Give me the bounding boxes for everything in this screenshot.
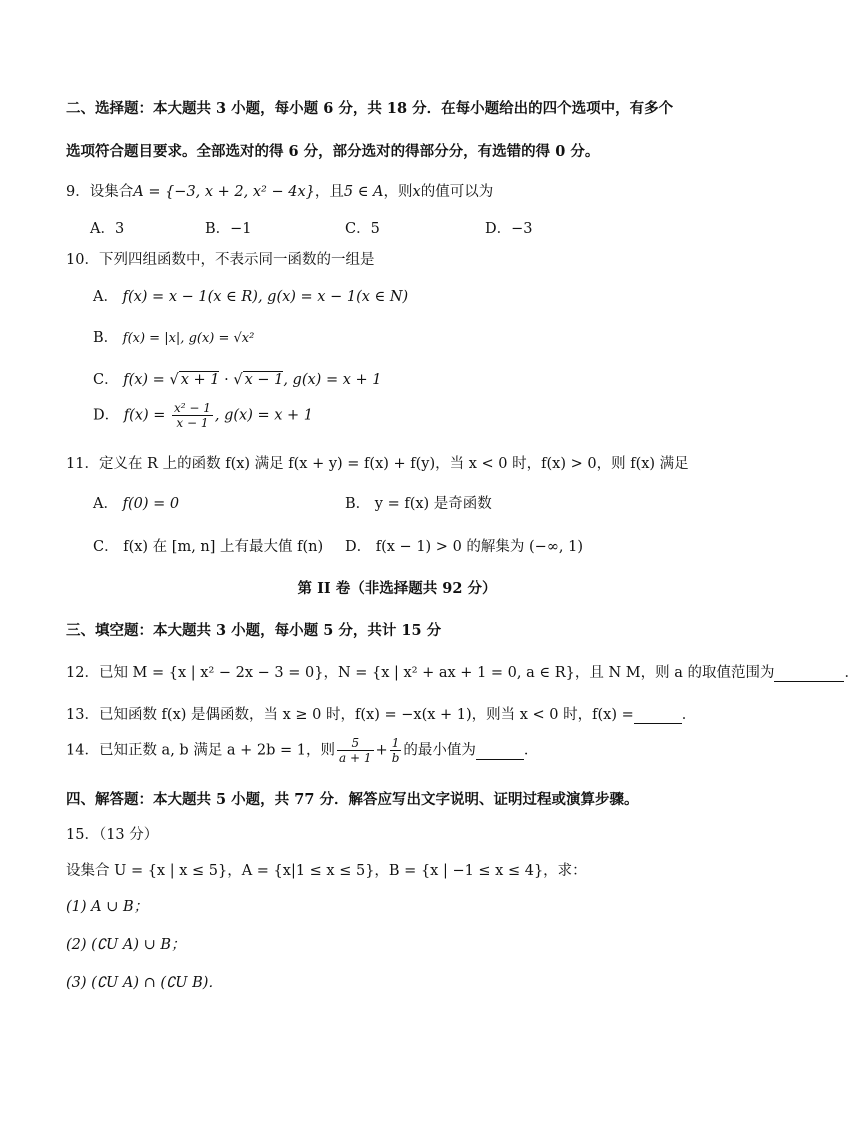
question-13: [66, 703, 696, 724]
q10-option-d: [93, 401, 313, 430]
option-label: A．: [90, 221, 115, 237]
q13-end: ．: [681, 707, 697, 723]
fraction: [172, 401, 213, 430]
section-3-title: 三、填空题：本大题共 3 小题，每小题 5 分，共计 15 分: [66, 622, 442, 639]
q11-option-d: [345, 535, 583, 556]
answer-blank[interactable]: [476, 743, 524, 760]
option-label: D．: [485, 221, 512, 237]
option-value: −1: [230, 221, 252, 237]
q15-part-1: (1) A ∪ B；: [66, 899, 149, 915]
q11-number: 11．: [66, 456, 99, 472]
option-value: f(x − 1) > 0 的解集为 (−∞, 1): [375, 539, 583, 555]
q12-number: 12．: [66, 665, 99, 681]
option-label: A．: [93, 496, 118, 512]
q11-option-b: [345, 492, 492, 513]
option-label: C．: [93, 372, 119, 388]
q15-part-2: (2) (∁U A) ∪ B；: [66, 937, 186, 953]
option-label: B．: [345, 496, 371, 512]
q9-text-a: 设集合: [89, 184, 134, 200]
radicand-2: x − 1: [244, 372, 284, 388]
q12-end: ．: [844, 665, 859, 681]
dot: ·: [219, 372, 234, 388]
fraction-denominator: a + 1: [339, 751, 372, 765]
question-9: [66, 180, 493, 201]
q9-condition: 5 ∈ A: [343, 184, 384, 200]
question-14: [66, 736, 538, 765]
option-label: B．: [205, 221, 231, 237]
fraction-numerator: 5: [337, 736, 373, 751]
option-value: −3: [511, 221, 533, 237]
option-value: 5: [370, 221, 380, 237]
q11-option-a: [93, 492, 179, 513]
option-value: 3: [114, 221, 125, 237]
option-label: A．: [93, 289, 118, 305]
plus-sign: +: [375, 742, 388, 759]
section-4-title: 四、解答题：本大题共 5 小题，共 77 分．解答应写出文字说明、证明过程或演算步骤。: [66, 791, 639, 808]
part-2-title: 第 II 卷（非选择题共 92 分）: [297, 580, 497, 597]
option-label: D．: [93, 407, 120, 424]
q9-option-b: [205, 217, 252, 238]
question-10: [66, 248, 374, 269]
q10-number: 10．: [66, 252, 99, 268]
q11-text: 定义在 R 上的函数 f(x) 满足 f(x + y) = f(x) + f(y)，当 x < 0 时，f(x) > 0，则 f(x) 满足: [98, 456, 689, 472]
q15-part-3: (3) (∁U A) ∩ (∁U B)．: [66, 975, 223, 991]
question-15-statement: 设集合 U = {x | x ≤ 5}，A = {x|1 ≤ x ≤ 5}，B = {x | −1 ≤ x ≤ 4}，求：: [66, 863, 587, 879]
option-post: , g(x) = x + 1: [283, 372, 382, 388]
q10-option-b: [93, 326, 254, 347]
option-value: y = f(x) 是奇函数: [374, 496, 492, 512]
q14-text-a: 已知正数 a, b 满足 a + 2b = 1，则: [98, 742, 336, 759]
option-label: C．: [345, 221, 371, 237]
q9-text-d: 的值可以为: [420, 184, 494, 200]
answer-blank[interactable]: [634, 707, 682, 724]
q13-text: 已知函数 f(x) 是偶函数，当 x ≥ 0 时，f(x) = −x(x + 1)，则当 x < 0 时，f(x) =: [98, 707, 634, 723]
sqrt-icon: √: [169, 372, 179, 388]
q11-option-c: [93, 535, 323, 556]
sqrt-icon: √: [233, 372, 243, 388]
q9-text-b: ，且: [314, 184, 344, 200]
q10-option-a: [93, 285, 408, 306]
radicand-1: x + 1: [180, 372, 220, 388]
fraction-denominator: b: [391, 751, 400, 765]
fraction-numerator: x² − 1: [173, 401, 211, 415]
q12-text: 已知 M = {x | x² − 2x − 3 = 0}，N = {x | x² + ax + 1 = 0, a ∈ R}，且 N M，则 a 的取值范围为: [98, 665, 775, 681]
q9-var: x: [412, 184, 421, 200]
q10-text: 下列四组函数中，不表示同一函数的一组是: [98, 252, 375, 268]
question-15-header: 15．（13 分）: [66, 827, 159, 843]
section-2-title-line1: 二、选择题：本大题共 3 小题，每小题 6 分，共 18 分．在每小题给出的四个选项中，有多个: [66, 100, 674, 117]
option-label: C．: [93, 539, 119, 555]
q9-option-a: [90, 217, 124, 238]
fraction-denominator: x − 1: [176, 416, 209, 430]
option-post: , g(x) = x + 1: [214, 407, 314, 424]
question-11: [66, 452, 689, 473]
fraction-2: [390, 736, 402, 765]
option-label: D．: [345, 539, 372, 555]
q9-option-d: [485, 217, 533, 238]
fraction-1: [337, 736, 373, 765]
option-value: f(x) = |x|, g(x) = √x²: [122, 331, 255, 346]
q9-number: 9．: [66, 184, 90, 200]
q9-text-c: ，则: [383, 184, 413, 200]
q14-number: 14．: [66, 742, 99, 759]
q9-set: A = {−3, x + 2, x² − 4x}: [133, 184, 315, 200]
fraction-numerator: 1: [390, 736, 402, 751]
q14-text-b: 的最小值为: [403, 742, 476, 759]
option-value: f(x) 在 [m, n] 上有最大值 f(n): [123, 539, 324, 555]
q9-option-c: [345, 217, 380, 238]
option-value: f(0) = 0: [122, 496, 180, 512]
option-pre: f(x) =: [123, 372, 170, 388]
option-label: B．: [93, 330, 119, 346]
q10-option-c: [93, 368, 381, 389]
section-2-title-line2: 选项符合题目要求。全部选对的得 6 分，部分选对的得部分分，有选错的得 0 分。: [66, 143, 600, 160]
q14-end: ．: [523, 742, 539, 759]
option-value: f(x) = x − 1(x ∈ R), g(x) = x − 1(x ∈ N): [122, 289, 409, 305]
question-12: [66, 661, 859, 682]
option-pre: f(x) =: [123, 407, 170, 424]
answer-blank[interactable]: [774, 665, 844, 682]
q13-number: 13．: [66, 707, 99, 723]
